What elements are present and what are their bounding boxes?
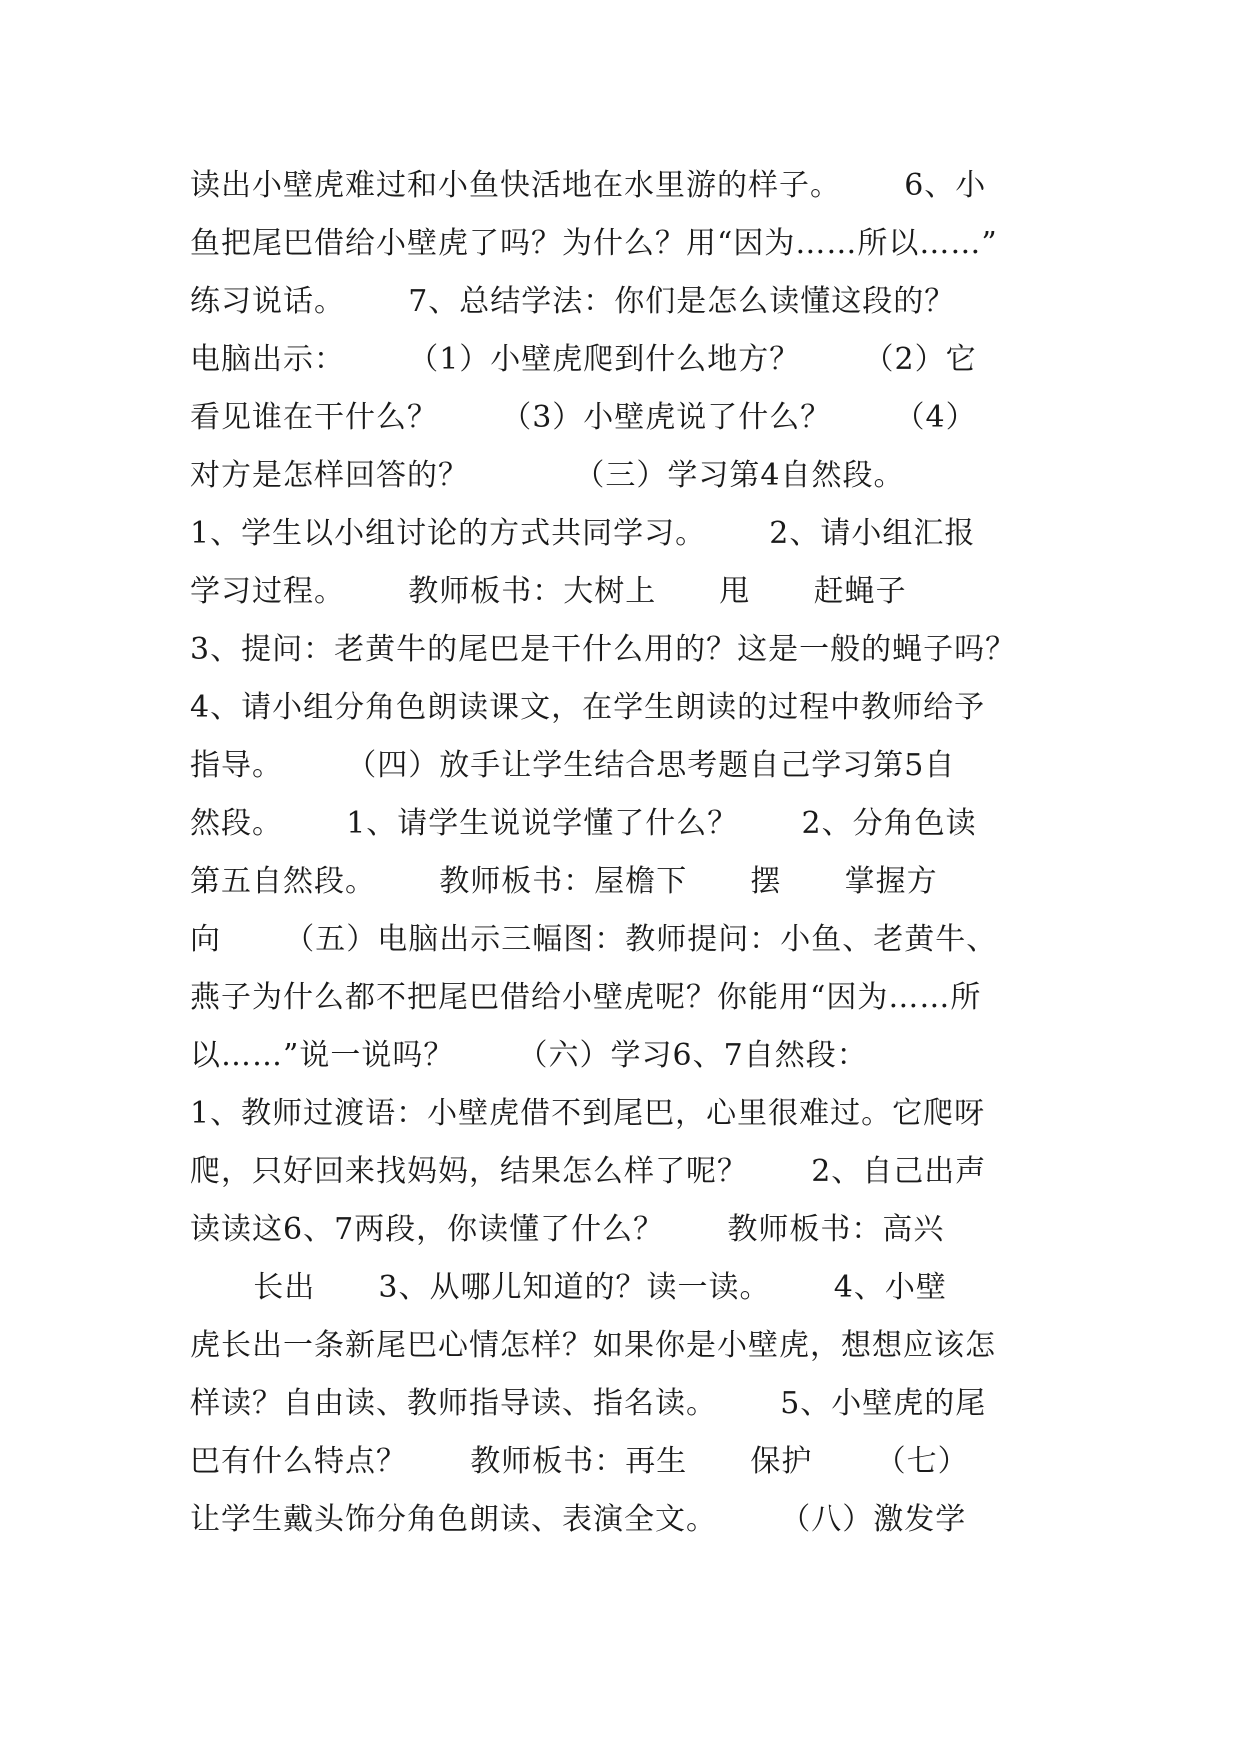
text-line: 读读这6、7两段，你读懂了什么？ 教师板书：高兴	[190, 1212, 945, 1247]
text-line: 然段。 1、请学生说说学懂了什么？ 2、分角色读	[190, 806, 977, 841]
text-line: 长出 3、从哪儿知道的？读一读。 4、小壁	[190, 1270, 947, 1305]
text-line: 学习过程。 教师板书：大树上 甩 赶蝇子	[190, 574, 907, 609]
text-line: 燕子为什么都不把尾巴借给小壁虎呢？你能用“因为……所	[190, 980, 982, 1015]
text-line: 让学生戴头饰分角色朗读、表演全文。 （八）激发学	[190, 1502, 967, 1537]
text-line: 以……”说一说吗？ （六）学习6、7自然段：	[190, 1038, 868, 1073]
text-line: 对方是怎样回答的？ （三）学习第4自然段。	[190, 458, 905, 493]
text-line: 4、请小组分角色朗读课文，在学生朗读的过程中教师给予	[190, 690, 986, 725]
text-line: 1、教师过渡语：小壁虎借不到尾巴，心里很难过。它爬呀	[190, 1096, 986, 1131]
text-line: 指导。 （四）放手让学生结合思考题自己学习第5自	[190, 748, 956, 783]
text-line: 爬，只好回来找妈妈，结果怎么样了呢？ 2、自己出声	[190, 1154, 987, 1189]
text-line: 练习说话。 7、总结学法：你们是怎么读懂这段的？	[190, 284, 956, 319]
text-line: 电脑出示： （1）小壁虎爬到什么地方？ （2）它	[190, 342, 977, 377]
text-line: 虎长出一条新尾巴心情怎样？如果你是小壁虎，想想应该怎	[190, 1328, 996, 1363]
text-line: 巴有什么特点？ 教师板书：再生 保护 （七）	[190, 1444, 969, 1479]
body-text	[190, 157, 1070, 1549]
text-line: 看见谁在干什么？ （3）小壁虎说了什么？ （4）	[190, 400, 977, 435]
text-line: 读出小壁虎难过和小鱼快活地在水里游的样子。 6、小	[190, 168, 987, 203]
text-line: 3、提问：老黄牛的尾巴是干什么用的？这是一般的蝇子吗？	[190, 632, 1017, 667]
text-line: 第五自然段。 教师板书：屋檐下 摆 掌握方	[190, 864, 938, 899]
text-line: 鱼把尾巴借给小壁虎了吗？为什么？用“因为……所以……”	[190, 226, 998, 261]
text-line: 向 （五）电脑出示三幅图：教师提问：小鱼、老黄牛、	[190, 922, 998, 957]
text-line: 1、学生以小组讨论的方式共同学习。 2、请小组汇报	[190, 516, 976, 551]
text-line: 样读？自由读、教师指导读、指名读。 5、小壁虎的尾	[190, 1386, 987, 1421]
